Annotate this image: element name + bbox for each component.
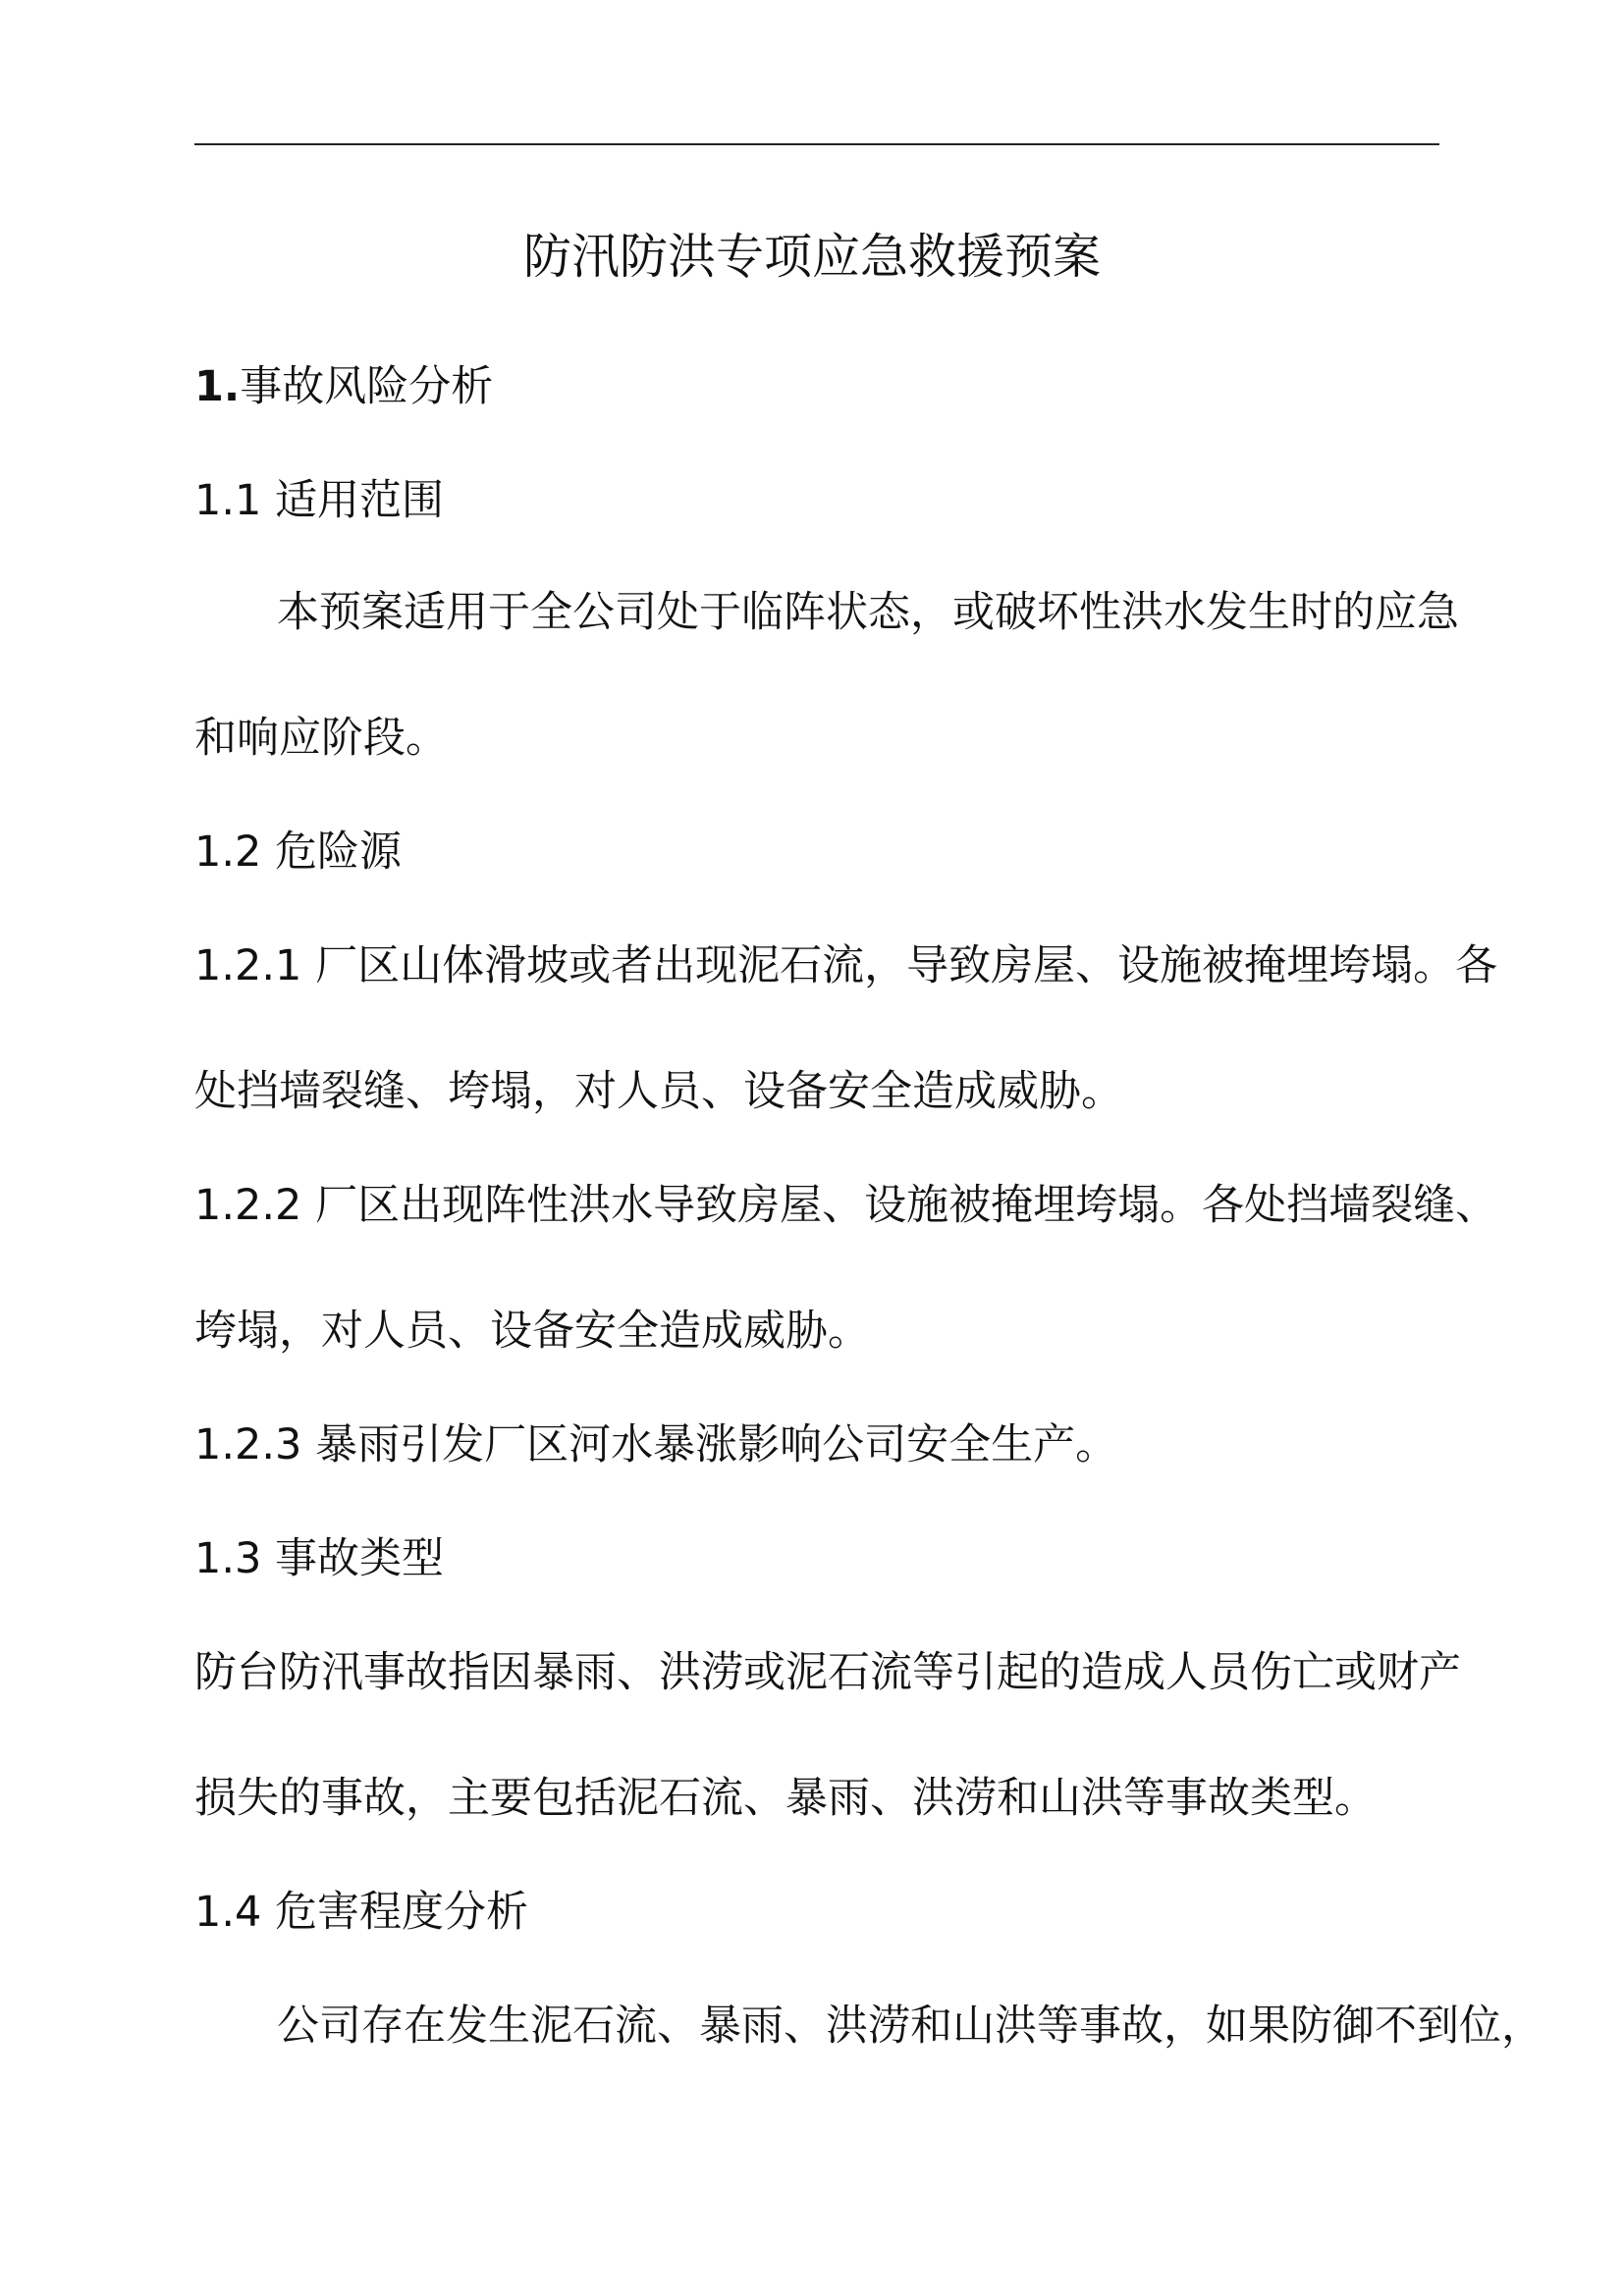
section-1-1-heading: 1.1 适用范围	[194, 476, 445, 525]
item-1-2-3-line-1: 1.2.3 暴雨引发厂区河水暴涨影响公司安全生产。	[194, 1420, 1118, 1469]
item-1-2-2-line-2: 垮塌，对人员、设备安全造成威胁。	[194, 1307, 870, 1356]
section-1-2-heading: 1.2 危险源	[194, 828, 403, 877]
header-rule	[194, 143, 1439, 145]
item-1-2-2-line-1: 1.2.2 厂区出现阵性洪水导致房屋、设施被掩埋垮塌。各处挡墙裂缝、	[194, 1181, 1498, 1230]
document-title: 防汛防洪专项应急救援预案	[522, 229, 1101, 285]
section-1-1-paragraph-line-2: 和响应阶段。	[194, 714, 448, 763]
section-1-number: 1.	[194, 362, 241, 411]
section-1-1-paragraph-line-1: 本预案适用于全公司处于临阵状态，或破坏性洪水发生时的应急	[277, 588, 1459, 637]
item-1-2-1-line-1: 1.2.1 厂区山体滑坡或者出现泥石流，导致房屋、设施被掩埋垮塌。各	[194, 941, 1498, 990]
item-1-2-1-line-2: 处挡墙裂缝、垮塌，对人员、设备安全造成威胁。	[194, 1067, 1123, 1116]
section-1-4-heading: 1.4 危害程度分析	[194, 1888, 529, 1937]
section-1-3-heading: 1.3 事故类型	[194, 1534, 445, 1583]
section-1-heading	[194, 357, 493, 416]
section-1-3-paragraph-line-1: 防台防汛事故指因暴雨、洪涝或泥石流等引起的造成人员伤亡或财产	[194, 1648, 1461, 1697]
section-1-3-paragraph-line-2: 损失的事故，主要包括泥石流、暴雨、洪涝和山洪等事故类型。	[194, 1774, 1377, 1823]
section-1-4-paragraph-line-1: 公司存在发生泥石流、暴雨、洪涝和山洪等事故，如果防御不到位，	[277, 2002, 1543, 2051]
section-1-label: 事故风险分析	[240, 362, 494, 411]
